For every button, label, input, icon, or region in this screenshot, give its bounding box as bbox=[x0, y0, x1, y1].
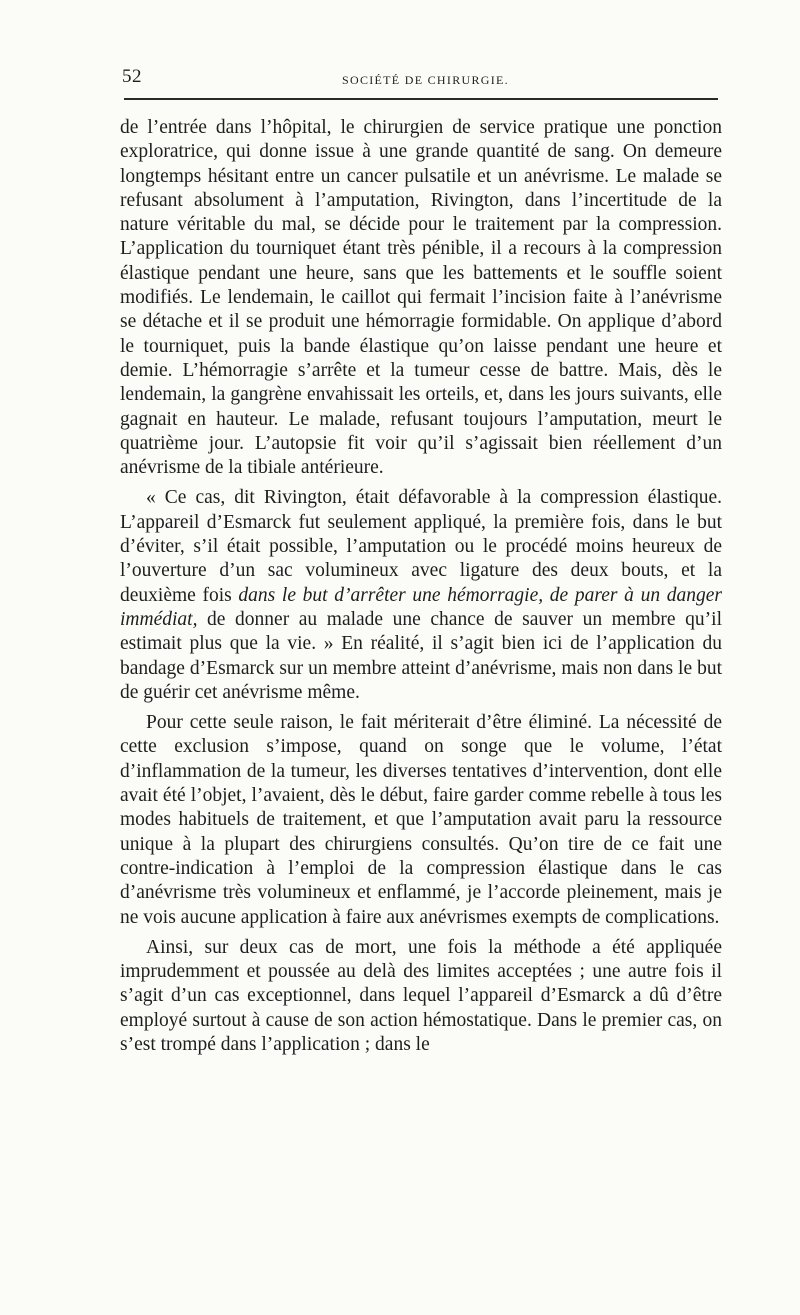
page-header bbox=[120, 60, 722, 92]
paragraph-2-italic: dans le but d’arrêter une hémorragie, de parer à un danger immédiat, bbox=[120, 584, 722, 630]
paragraph-1: de l’entrée dans l’hôpital, le chirurgien de service pratique une ponction exploratrice, qui donne issue à une grande quantité de sang. On demeure longtemps hésitant entre un cancer pulsatile et un anévrisme. Le malade se refusant absolument à l’amputation, Rivington, dans l’incertitude de la nature véritable du mal, se décide pour le traitement par la compression. L’application du tourniquet étant très pénible, il a recours à la compression élastique pendant une heure, sans que les battements et le souffle soient modifiés. Le lendemain, le caillot qui fermait l’incision faite à l’anévrisme se détache et il se produit une hémorragie formidable. On applique d’abord le tourniquet, puis la bande élastique qu’on laisse pendant une heure et demie. L’hémorragie s’arrête et la tumeur cesse de battre. Mais, dès le lendemain, la gangrène envahissait les orteils, et, dans les jours suivants, elle gagnait en hauteur. Le malade, refusant toujours l’amputation, meurt le quatrième jour. L’autopsie fit voir qu’il s’agissait bien réellement d’un anévrisme de la tibiale antérieure. bbox=[120, 117, 722, 479]
running-title: SOCIÉTÉ DE CHIRURGIE. bbox=[342, 73, 509, 87]
paragraph-2-end: de donner au malade une chance de sauver un membre qu’il estimait plus que la vie. » En réalité, il s’agit bien ici de l’application du bandage d’Esmarck sur un membre atteint d’anévrisme, mais non dans le but de guérir cet anévrisme même. bbox=[120, 608, 722, 703]
paragraph-2 bbox=[120, 486, 722, 705]
paragraph-2-start: « Ce cas, dit Rivington, était défavorable à la compression élastique. L’appareil d’Esmarck fut seulement appliqué, la première fois, dans le but d’éviter, s’il était possible, l’amputation ou le procédé moins heureux de l’ouverture d’un sac volumineux avec ligature des deux bouts, et la deuxième fois bbox=[120, 487, 722, 606]
page-number: 52 bbox=[122, 66, 142, 87]
book-page bbox=[120, 60, 722, 1055]
header-rule bbox=[124, 98, 718, 100]
body-text bbox=[120, 116, 722, 1057]
paragraph-4: Ainsi, sur deux cas de mort, une fois la méthode a été appliquée imprudemment et poussée au delà des limites acceptées ; une autre fois il s’agit d’un cas exceptionnel, dans lequel l’appareil d’Esmarck a dû d’être employé surtout à cause de son action hémostatique. Dans le premier cas, on s’est trompé dans l’application ; dans le bbox=[120, 936, 722, 1055]
paragraph-3: Pour cette seule raison, le fait mériterait d’être éliminé. La nécessité de cette exclusion s’impose, quand on songe que le volume, l’état d’inflammation de la tumeur, les diverses tentatives d’intervention, dont elle avait été l’objet, l’avaient, dès le début, faire garder comme rebelle à tous les modes habituels de traitement, et que l’amputation avait paru la ressource unique à la plupart des chirurgiens consultés. Qu’on tire de ce fait une contre-indication à l’emploi de la compression élastique dans le cas d’anévrisme très volumineux et enflammé, je l’accorde pleinement, mais je ne vois aucune application à faire aux anévrismes exempts de complications. bbox=[120, 712, 722, 928]
